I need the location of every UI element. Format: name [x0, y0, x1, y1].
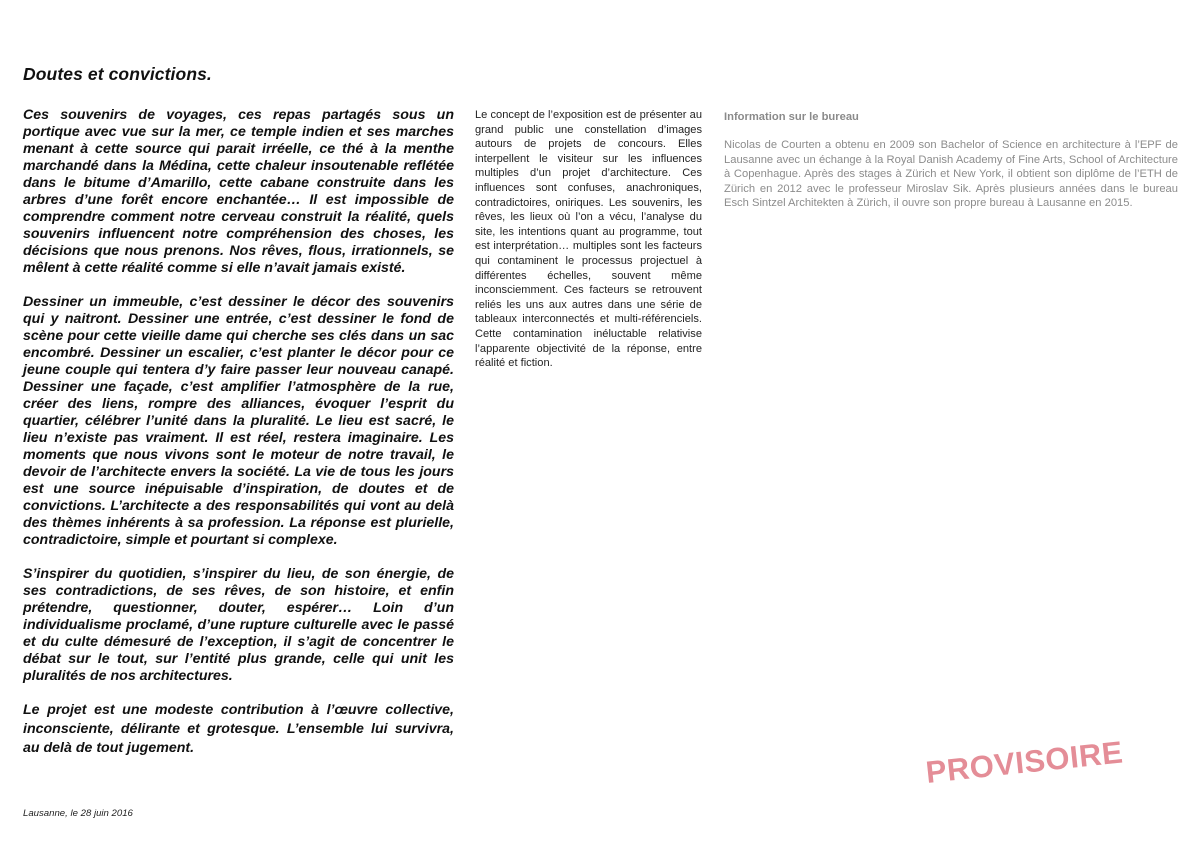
essay-paragraph-1: Ces souvenirs de voyages, ces repas partagés sous un portique avec vue sur la mer, ce temple indien et ses marches menant à cette source qui parait irréelle, ce thé à la menthe marchandé dans la Médina, cette chaleur insoutenable reflétée dans le bitume d’Amarillo, cette cabane construite dans les arbres d’une forêt encore enchantée… Il est impossible de comprendre comment notre cerveau construit la réalité, quels souvenirs influencent notre compréhension des choses, les décisions que nous prenons. Nos rêves, flous, irrationnels, se mêlent à cette réalité comme si elle n’avait jamais existé. — [23, 107, 454, 276]
exhibition-concept-text: Le concept de l’exposition est de présenter au grand public une constellation d’images autours de projets de concours. Elles interpellent le visiteur sur les influences multiples d’un projet d’architecture. Ces influences sont confuses, anachroniques, contradictoires, oniriques. Les souvenirs, les rêves, les lieux où l’on a vécu, l’analyse du site, les intentions quant au programme, tout est interprétation… multiples sont les facteurs qui contaminent le processus projectuel à différentes échelles, souvent même inconsciemment. Ces facteurs se retrouvent reliés les uns aux autres dans une série de tableaux interconnectés et multi-référenciels. Cette contamination inéluctable relativise l’apparente objectivité de la réponse, entre réalité et fiction. — [475, 109, 702, 370]
provisoire-stamp: PROVISOIRE — [924, 734, 1125, 790]
essay-column — [23, 107, 454, 775]
office-info-text: Nicolas de Courten a obtenu en 2009 son Bachelor of Science en architecture à l’EPF de Lausanne avec un échange à la Royal Danish Academy of Fine Arts, School of Architecture à Copenhague. Après des stages à Zürich et New York, il obtient son diplôme de l’ETH de Zürich en 2012 avec le professeur Miroslav Sik. Après plusieurs années dans le bureau Esch Sintzel Architekten à Zürich, il ouvre son propre bureau à Lausanne en 2015. — [724, 139, 1178, 210]
essay-paragraph-3: S’inspirer du quotidien, s’inspirer du lieu, de son énergie, de ses contradictions, de ses rêves, de son histoire, et enfin prétendre, questionner, douter, espérer… Loin d’un individualisme proclamé, d’une rupture culturelle avec le passé et du culte démesuré de l’exception, il s’agit de concentrer le débat sur le tout, sur l’entité plus grande, celle qui unit les pluralités de nos architectures. — [23, 566, 454, 684]
document-title: Doutes et convictions. — [23, 64, 212, 84]
office-info-column — [724, 111, 1178, 211]
date-line: Lausanne, le 28 juin 2016 — [23, 808, 133, 819]
office-info-heading: Information sur le bureau — [724, 111, 859, 123]
essay-paragraph-4: Le projet est une modeste contribution à l’œuvre collective, inconsciente, délirante et grotesque. L’ensemble lui survivra, au delà de tout jugement. — [23, 702, 454, 756]
exhibition-concept-column — [475, 108, 702, 371]
essay-paragraph-2: Dessiner un immeuble, c’est dessiner le décor des souvenirs qui y naitront. Dessiner une entrée, c’est dessiner le fond de scène pour cette vieille dame qui cherche ses clés dans un sac encombré. Dessiner un escalier, c’est planter le décor pour ce jeune couple qui tentera d’y faire passer leur nouveau canapé. Dessiner une façade, c’est amplifier l’atmosphère de la rue, créer des liens, rompre des alliances, évoquer l’esprit du quartier, célébrer l’unité dans la pluralité. Le lieu est sacré, le lieu n’existe pas vraiment. Il est réel, restera imaginaire. Les moments que nous vivons sont le moteur de notre travail, le devoir de l’architecte envers la société. La vie de tous les jours est une source inépuisable d’inspiration, de doutes et de convictions. L’architecte a des responsabilités qui vont au delà des thèmes inhérents à sa profession. La réponse est plurielle, contradictoire, simple et pourtant si complexe. — [23, 294, 454, 548]
